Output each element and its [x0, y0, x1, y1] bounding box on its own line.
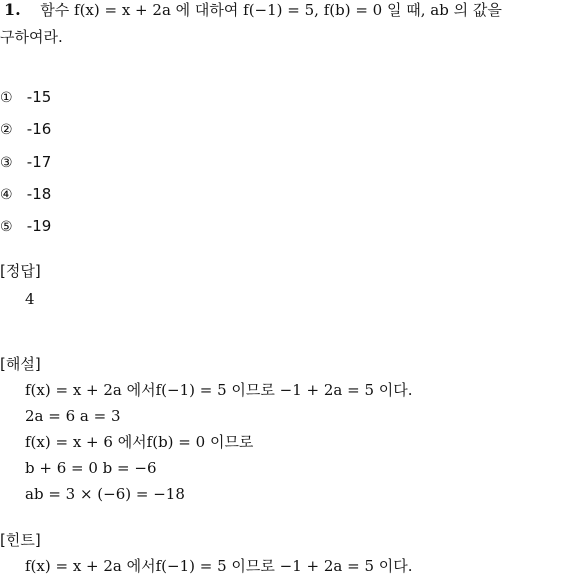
- choice-1[interactable]: [0, 88, 51, 107]
- choice-5-mark: ⑤: [0, 219, 13, 235]
- choice-5-value: -19: [26, 217, 52, 235]
- choice-3-mark: ③: [0, 155, 13, 171]
- choice-3[interactable]: [0, 153, 51, 172]
- answer-value: 4: [25, 290, 35, 308]
- explanation-label: [해설]: [0, 355, 41, 373]
- choice-4-mark: ④: [0, 187, 13, 203]
- choice-5[interactable]: [0, 217, 51, 236]
- question-line-2: 구하여라.: [0, 28, 63, 46]
- hint-line: f(x) = x + 2a 에서f(−1) = 5 이므로 −1 + 2a = 5 이다.: [25, 557, 413, 575]
- question-number: 1.: [4, 0, 21, 19]
- explanation-line-3: f(x) = x + 6 에서f(b) = 0 이므로: [25, 433, 254, 451]
- question-line-1: [4, 1, 502, 19]
- choice-4-value: -18: [26, 185, 52, 203]
- explanation-line-1: f(x) = x + 2a 에서f(−1) = 5 이므로 −1 + 2a = 5 이다.: [25, 381, 413, 399]
- choice-3-value: -17: [26, 153, 52, 171]
- explanation-line-5: ab = 3 × (−6) = −18: [25, 485, 185, 503]
- choice-2-mark: ②: [0, 122, 13, 138]
- explanation-line-2: 2a = 6 a = 3: [25, 407, 121, 425]
- choice-1-mark: ①: [0, 90, 13, 106]
- choice-1-value: -15: [26, 88, 52, 106]
- hint-label: [힌트]: [0, 531, 41, 549]
- answer-label: [정답]: [0, 262, 41, 280]
- explanation-line-4: b + 6 = 0 b = −6: [25, 459, 157, 477]
- choice-4[interactable]: [0, 185, 51, 204]
- question-text-line-1: 함수 f(x) = x + 2a 에 대하여 f(−1) = 5, f(b) = 0 일 때, ab 의 값을: [40, 1, 502, 19]
- choice-2[interactable]: [0, 120, 51, 139]
- choice-2-value: -16: [26, 120, 52, 138]
